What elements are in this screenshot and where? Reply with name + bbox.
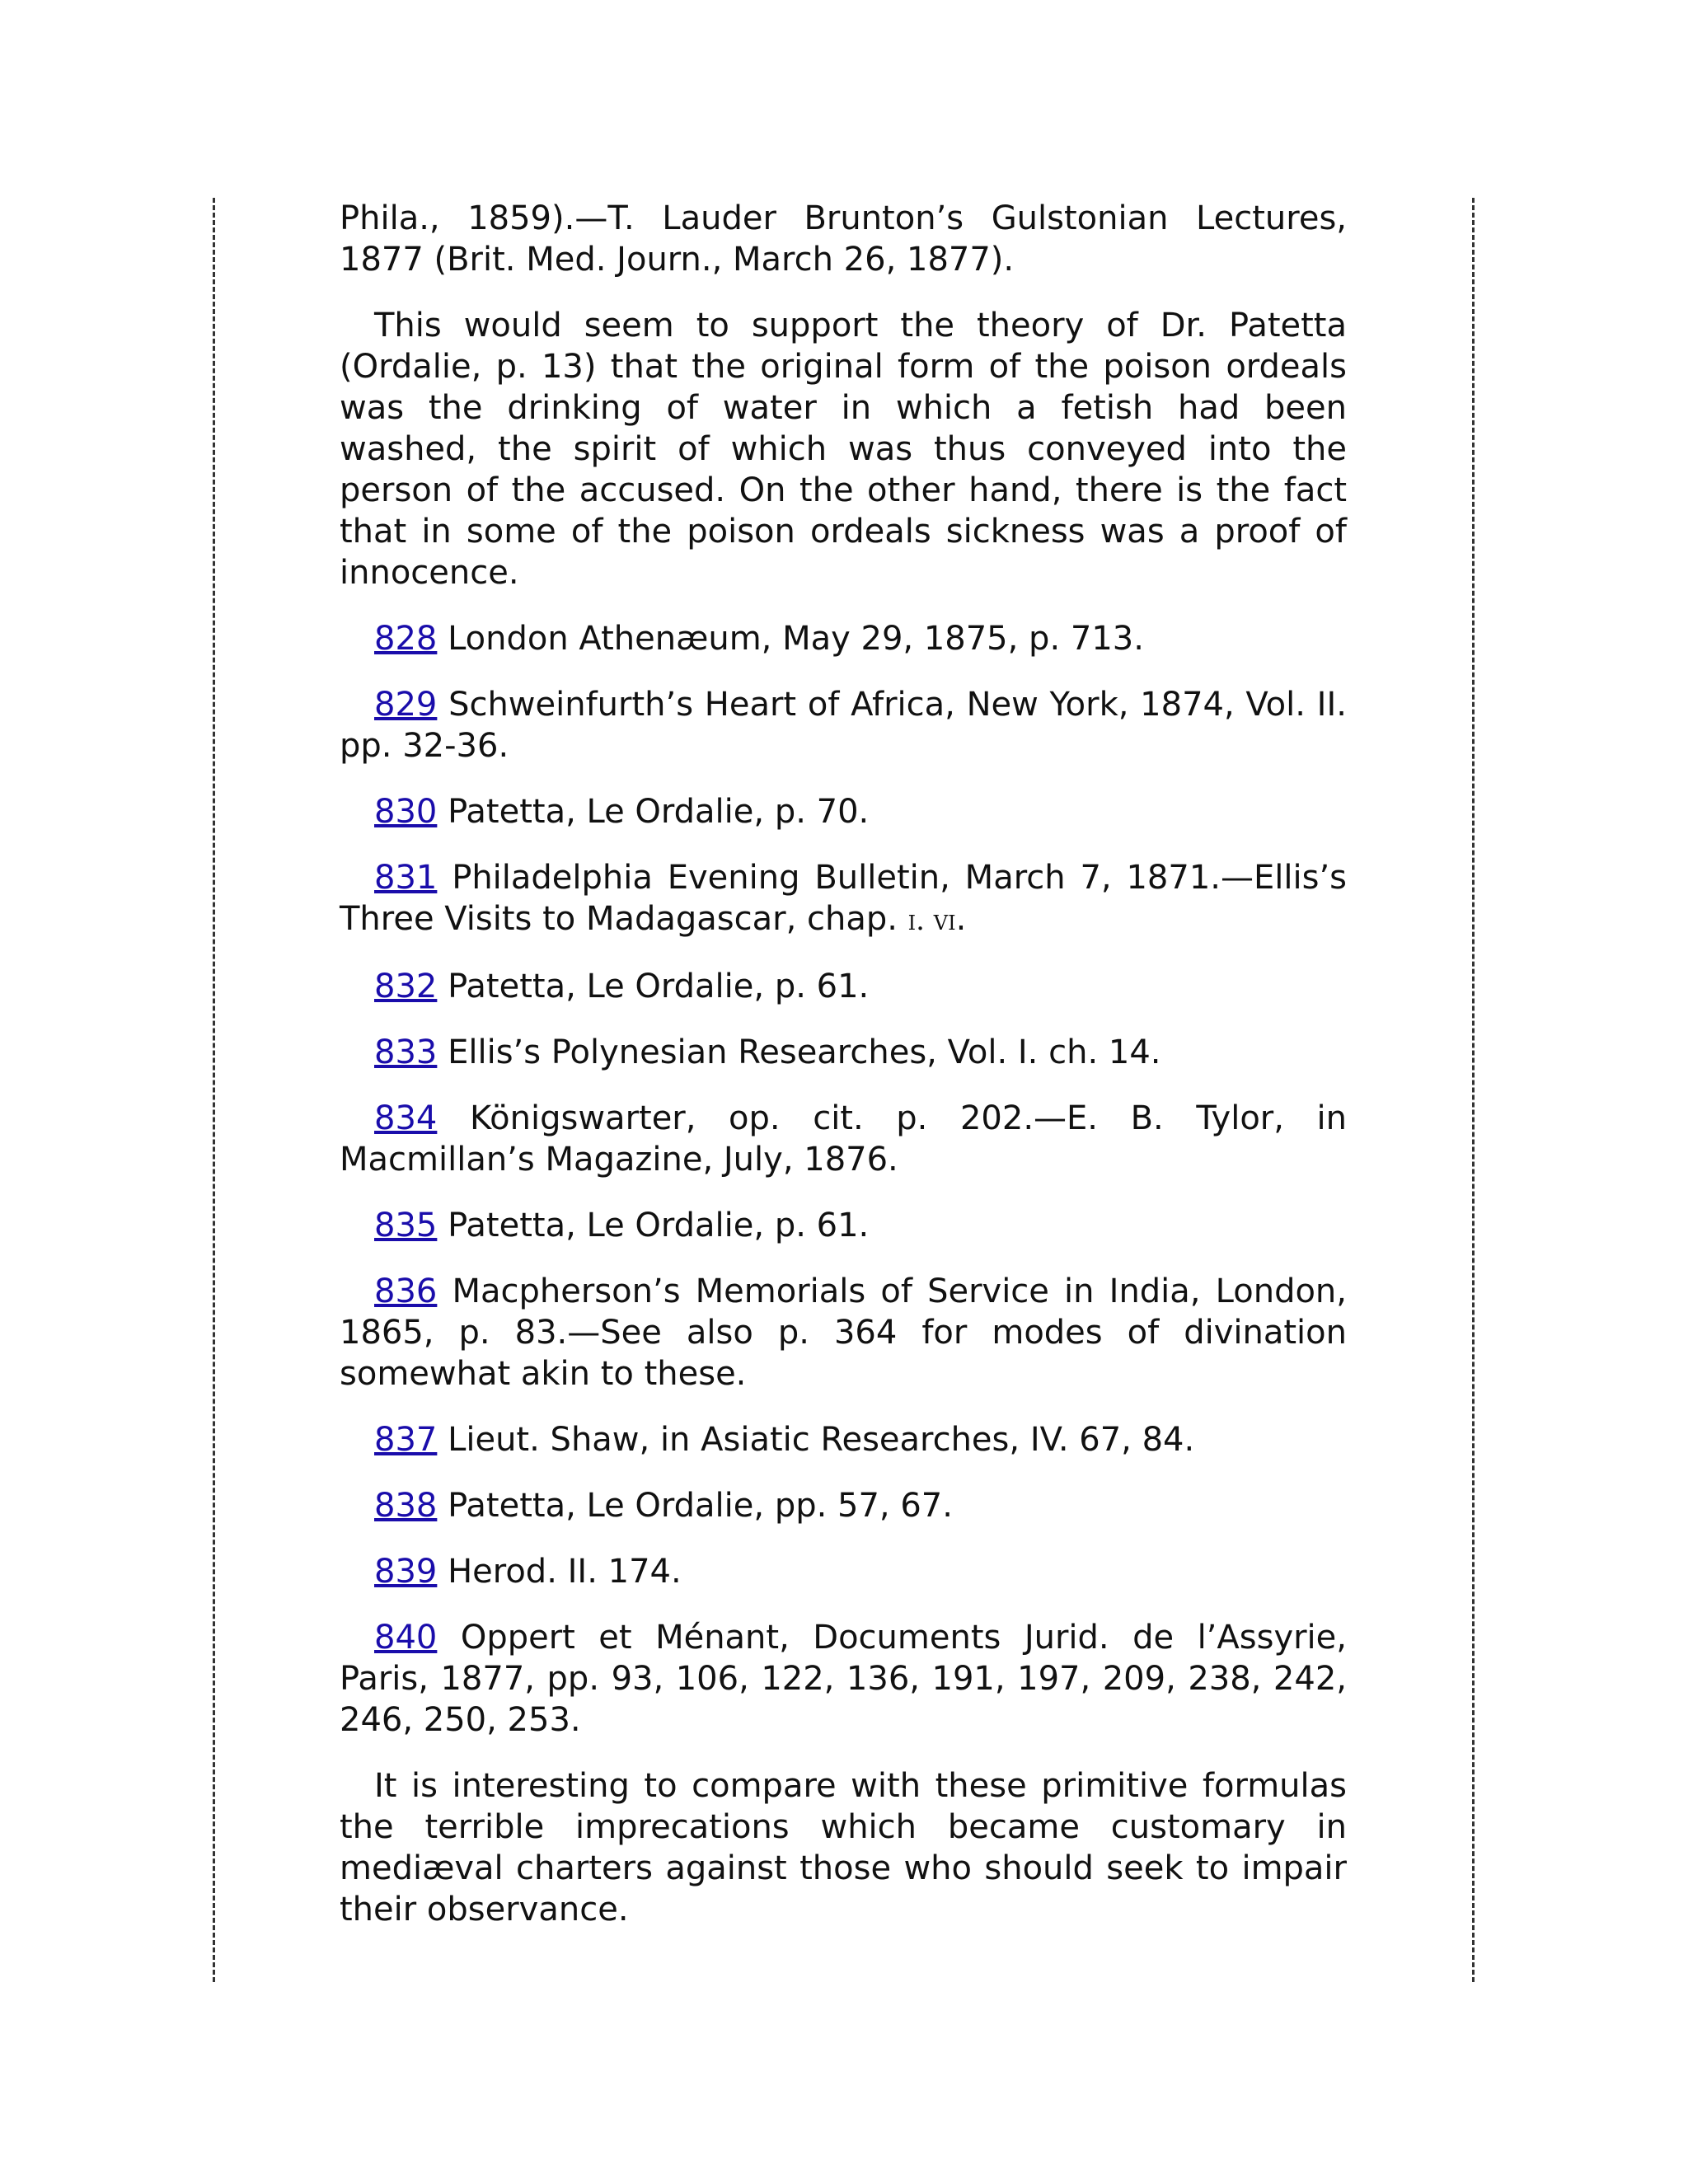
footnote-828 (340, 618, 1347, 659)
footnote-link-834[interactable]: 834 (374, 1099, 438, 1137)
footnote-link-840[interactable]: 840 (374, 1619, 438, 1657)
footnote-link-832[interactable]: 832 (374, 968, 438, 1005)
footnote-link-835[interactable]: 835 (374, 1207, 438, 1244)
footnote-text: Königswarter, op. cit. p. 202.—E. B. Tylor, in Macmillan’s Magazine, July, 1876. (340, 1099, 1347, 1179)
footnote-text: Oppert et Ménant, Documents Jurid. de l’Assyrie, Paris, 1877, pp. 93, 106, 122, 136, 191, 197, 209, 238, 242, 246, 250, 253. (340, 1619, 1347, 1739)
left-dashed-rule (213, 198, 215, 1982)
closing-paragraph: It is interesting to compare with these primitive formulas the terrible imprecations which became customary in mediæval charters against those who should seek to impair their observance. (340, 1767, 1347, 1929)
footnote-text: Patetta, Le Ordalie, p. 61. (437, 1207, 870, 1244)
footnote-834 (340, 1098, 1347, 1180)
footnote-840 (340, 1617, 1347, 1741)
footnote-link-833[interactable]: 833 (374, 1033, 438, 1071)
footnote-831 (340, 857, 1347, 941)
footnote-text: Herod. II. 174. (437, 1553, 682, 1591)
footnote-830 (340, 791, 1347, 832)
footnote-838 (340, 1485, 1347, 1526)
footnote-link-839[interactable]: 839 (374, 1553, 438, 1591)
footnote-text: Philadelphia Evening Bulletin, March 7, 1871.—Ellis’s Three Visits to Madagascar, chap. (340, 859, 1347, 938)
footnote-link-831[interactable]: 831 (374, 859, 438, 897)
footnote-text-end: . (955, 900, 967, 938)
footnote-text: Lieut. Shaw, in Asiatic Researches, IV. 67, 84. (437, 1421, 1195, 1459)
footnote-link-830[interactable]: 830 (374, 793, 438, 831)
footnote-text: London Athenæum, May 29, 1875, p. 713. (437, 620, 1144, 658)
footnote-text: Patetta, Le Ordalie, p. 61. (437, 968, 870, 1005)
commentary-paragraph: This would seem to support the theory of Dr. Patetta (Ordalie, p. 13) that the original form of the poison ordeals was the drinking of water in which a fetish had been washed, the spirit of which was thus conveyed into the person of the accused. On the other hand, there is the fact that in some of the poison ordeals sickness was a proof of innocence. (340, 307, 1347, 592)
footnote-829 (340, 684, 1347, 766)
footnote-835 (340, 1205, 1347, 1246)
page-content (340, 198, 1347, 1955)
footnote-link-828[interactable]: 828 (374, 620, 438, 658)
footnote-text: Schweinfurth’s Heart of Africa, New York, 1874, Vol. II. pp. 32-36. (340, 686, 1347, 765)
footnote-837 (340, 1419, 1347, 1460)
footnote-link-829[interactable]: 829 (374, 686, 438, 724)
chapter-small-caps: i. vi (907, 904, 956, 937)
footnote-833 (340, 1032, 1347, 1073)
footnote-836 (340, 1271, 1347, 1394)
footnote-text: Patetta, Le Ordalie, pp. 57, 67. (437, 1487, 953, 1525)
footnote-839 (340, 1551, 1347, 1592)
footnote-text: Macpherson’s Memorials of Service in India, London, 1865, p. 83.—See also p. 364 for modes of divination somewhat akin to these. (340, 1272, 1347, 1393)
footnote-832 (340, 966, 1347, 1007)
footnote-link-838[interactable]: 838 (374, 1487, 438, 1525)
footnote-continuation: Phila., 1859).—T. Lauder Brunton’s Gulstonian Lectures, 1877 (Brit. Med. Journ., March 26, 1877). (340, 199, 1347, 279)
right-dashed-rule (1472, 198, 1475, 1982)
footnote-text: Patetta, Le Ordalie, p. 70. (437, 793, 870, 831)
footnote-text: Ellis’s Polynesian Researches, Vol. I. ch. 14. (437, 1033, 1161, 1071)
footnote-link-836[interactable]: 836 (374, 1272, 438, 1310)
footnote-link-837[interactable]: 837 (374, 1421, 438, 1459)
